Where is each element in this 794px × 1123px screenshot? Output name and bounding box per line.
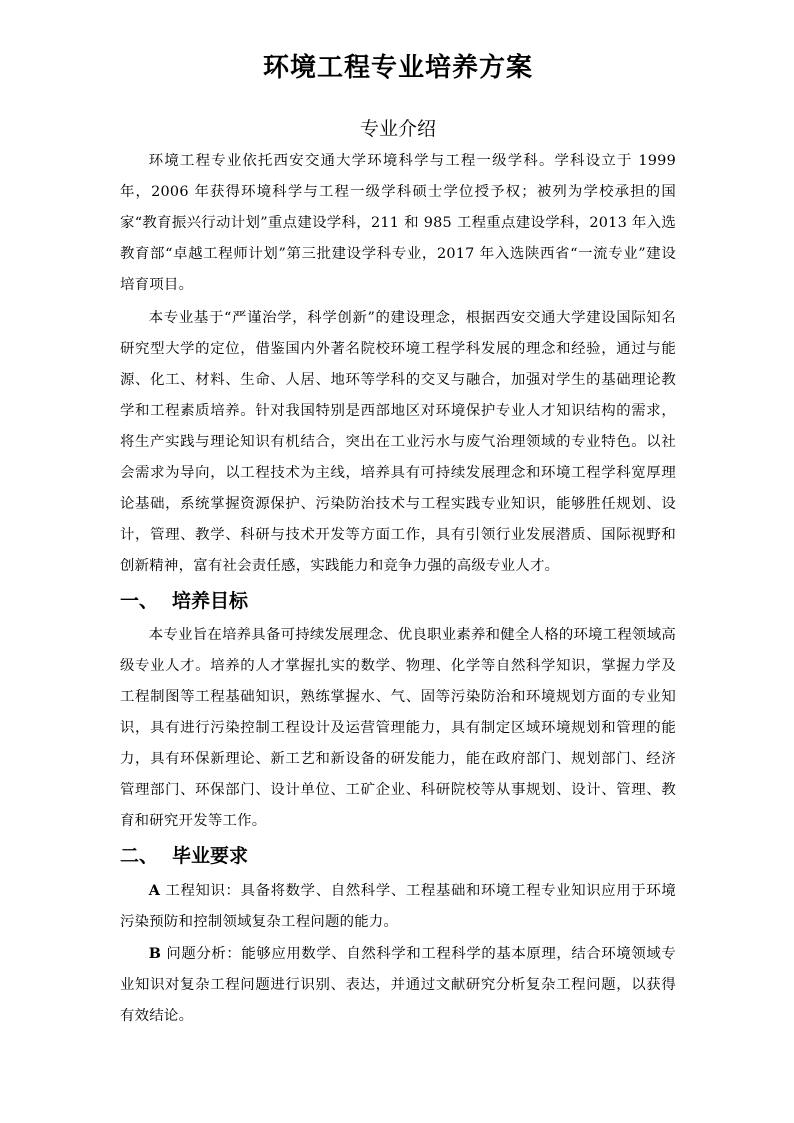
section-title: 培养目标 — [172, 590, 249, 612]
intro-paragraph-2: 本专业基于“严谨治学，科学创新”的建设理念，根据西安交通大学建设国际知名研究型大学的定位，借鉴国内外著名院校环境工程学科发展的理念和经验，通过与能源、化工、材料、生命、人居、地环等学科的交叉与融合，加强对学生的基础理论教学和工程素质培养。针对我国特别是西部地区对环境保护专业人才知识结构的需求，将生产实践与理论知识有机结合，突出在工业污水与废气治理领域的专业特色。以社会需求为导向，以工程技术为主线，培养具有可持续发展理念和环境工程学科宽厚理论基础，系统掌握资源保护、污染防治技术与工程实践专业知识，能够胜任规划、设计，管理、教学、科研与技术开发等方面工作，具有引领行业发展潜质、国际视野和创新精神，富有社会责任感，实践能力和竞争力强的高级专业人才。 — [120, 310, 676, 574]
requirement-code: B — [148, 945, 162, 962]
section-heading-graduation-requirements — [120, 843, 676, 869]
section-number: 二、 — [120, 845, 159, 867]
section-title: 毕业要求 — [172, 845, 249, 867]
intro-heading: 专业介绍 — [359, 118, 436, 140]
document-page — [120, 50, 676, 1032]
requirement-code: A — [148, 882, 161, 899]
requirement-item-b — [120, 938, 676, 1032]
requirement-item-a — [120, 875, 676, 938]
section-heading-training-goals — [120, 588, 676, 614]
training-goals-paragraph: 本专业旨在培养具备可持续发展理念、优良职业素养和健全人格的环境工程领域高级专业人才。培养的人才掌握扎实的数学、物理、化学等自然科学知识，掌握力学及工程制图等工程基础知识，熟练掌握水、气、固等污染防治和环境规划方面的专业知识，具有进行污染控制工程设计及运营管理能力，具有制定区域环境规划和管理的能力，具有环保新理论、新工艺和新设备的研发能力，能在政府部门、规划部门、经济管理部门、环保部门、设计单位、工矿企业、科研院校等从事规划、设计、管理、教育和研究开发等工作。 — [120, 627, 676, 829]
requirement-text: 工程知识：具备将数学、自然科学、工程基础和环境工程专业知识应用于环境污染预防和控制领域复杂工程问题的能力。 — [120, 883, 676, 930]
intro-paragraph-1: 环境工程专业依托西安交通大学环境科学与工程一级学科。学科设立于 1999 年，2006 年获得环境科学与工程一级学科硕士学位授予权；被列为学校承担的国家“教育振兴行动计划”重点建设学科，211 和 985 工程重点建设学科，2013 年入选教育部“卓越工程师计划”第三批建设学科专业，2017 年入选陕西省“一流专业”建设培育项目。 — [120, 153, 676, 293]
requirement-text: 问题分析：能够应用数学、自然科学和工程科学的基本原理，结合环境领域专业知识对复杂工程问题进行识别、表达，并通过文献研究分析复杂工程问题，以获得有效结论。 — [120, 946, 676, 1024]
section-number: 一、 — [120, 590, 159, 612]
document-title: 环境工程专业培养方案 — [262, 53, 533, 83]
